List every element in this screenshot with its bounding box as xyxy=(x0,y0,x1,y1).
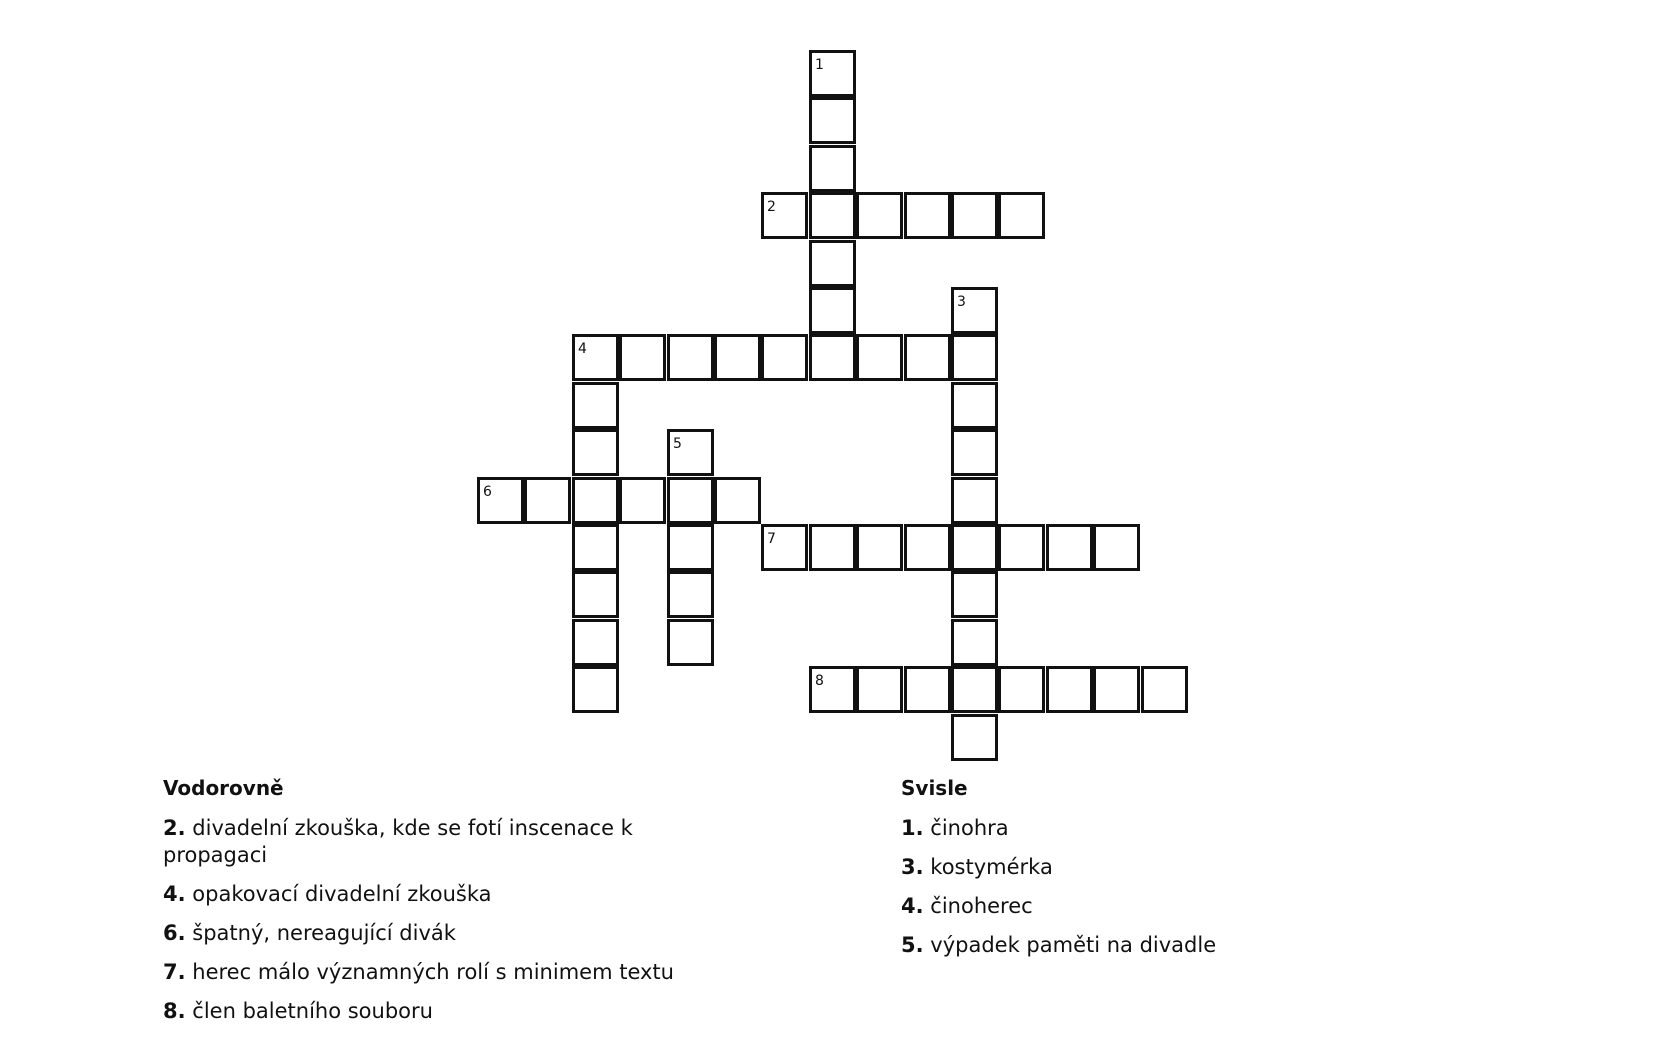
across-heading: Vodorovně xyxy=(163,776,284,800)
clue-number: 4. xyxy=(901,894,924,918)
crossword-cell[interactable] xyxy=(1093,524,1140,571)
crossword-cell[interactable] xyxy=(809,240,856,287)
crossword-cell[interactable] xyxy=(951,477,998,524)
crossword-cell[interactable] xyxy=(667,334,714,381)
clue-down-5 xyxy=(901,932,1461,959)
clue-text: člen baletního souboru xyxy=(192,999,433,1023)
crossword-cell[interactable] xyxy=(572,619,619,666)
crossword-cell-start-1[interactable] xyxy=(809,50,856,97)
clue-text: výpadek paměti na divadle xyxy=(930,933,1217,957)
crossword-cell[interactable] xyxy=(667,524,714,571)
clue-number: 8. xyxy=(163,999,186,1023)
cell-number: 4 xyxy=(578,341,587,357)
crossword-cell[interactable] xyxy=(572,382,619,429)
clue-number: 6. xyxy=(163,921,186,945)
crossword-cell[interactable] xyxy=(856,666,903,713)
crossword-cell-start-6[interactable] xyxy=(477,477,524,524)
clue-text: činoherec xyxy=(930,894,1033,918)
crossword-cell[interactable] xyxy=(1093,666,1140,713)
clue-number: 3. xyxy=(901,855,924,879)
crossword-cell[interactable] xyxy=(809,145,856,192)
crossword-cell[interactable] xyxy=(524,477,571,524)
cell-number: 5 xyxy=(673,436,682,452)
crossword-cell[interactable] xyxy=(572,571,619,618)
crossword-cell[interactable] xyxy=(856,334,903,381)
crossword-cell[interactable] xyxy=(998,192,1045,239)
crossword-cell[interactable] xyxy=(951,382,998,429)
clue-across-4 xyxy=(163,881,723,908)
clue-down-4 xyxy=(901,893,1461,920)
cell-number: 7 xyxy=(767,531,776,547)
crossword-cell[interactable] xyxy=(904,192,951,239)
cell-number: 8 xyxy=(815,673,824,689)
clue-number: 4. xyxy=(163,882,186,906)
clue-number: 5. xyxy=(901,933,924,957)
crossword-cell[interactable] xyxy=(951,334,998,381)
crossword-cell[interactable] xyxy=(1046,666,1093,713)
crossword-cell[interactable] xyxy=(904,334,951,381)
crossword-cell[interactable] xyxy=(667,619,714,666)
crossword-cell-start-5[interactable] xyxy=(667,429,714,476)
cell-number: 6 xyxy=(483,484,492,500)
clue-text: činohra xyxy=(930,816,1009,840)
crossword-cell[interactable] xyxy=(572,477,619,524)
crossword-cell-start-4[interactable] xyxy=(572,334,619,381)
down-heading: Svisle xyxy=(901,776,968,800)
crossword-cell[interactable] xyxy=(809,524,856,571)
crossword-cell[interactable] xyxy=(667,571,714,618)
crossword-cell[interactable] xyxy=(998,524,1045,571)
clue-text: opakovací divadelní zkouška xyxy=(192,882,492,906)
crossword-cell[interactable] xyxy=(667,477,714,524)
crossword-cell[interactable] xyxy=(809,334,856,381)
crossword-cell-start-3[interactable] xyxy=(951,287,998,334)
crossword-cell[interactable] xyxy=(951,571,998,618)
crossword-cell[interactable] xyxy=(951,192,998,239)
clue-across-8 xyxy=(163,998,723,1025)
crossword-cell[interactable] xyxy=(951,714,998,761)
crossword-cell[interactable] xyxy=(809,97,856,144)
clue-across-2 xyxy=(163,815,723,869)
crossword-cell[interactable] xyxy=(856,192,903,239)
crossword-cell[interactable] xyxy=(572,666,619,713)
clue-text: divadelní zkouška, kde se fotí inscenace k propagaci xyxy=(163,816,633,867)
crossword-cell[interactable] xyxy=(714,334,761,381)
clue-across-6 xyxy=(163,920,723,947)
clue-number: 2. xyxy=(163,816,186,840)
crossword-cell[interactable] xyxy=(572,429,619,476)
cell-number: 1 xyxy=(815,57,824,73)
crossword-cell[interactable] xyxy=(1046,524,1093,571)
across-clues xyxy=(163,776,723,1037)
crossword-cell[interactable] xyxy=(904,524,951,571)
crossword-cell[interactable] xyxy=(572,524,619,571)
clue-across-7 xyxy=(163,959,723,986)
crossword-cell[interactable] xyxy=(951,524,998,571)
clue-down-3 xyxy=(901,854,1461,881)
crossword-cell[interactable] xyxy=(809,192,856,239)
clue-text: špatný, nereagující divák xyxy=(192,921,456,945)
clue-down-1 xyxy=(901,815,1461,842)
crossword-cell[interactable] xyxy=(809,287,856,334)
clue-number: 1. xyxy=(901,816,924,840)
crossword-cell-start-2[interactable] xyxy=(761,192,808,239)
clue-text: herec málo významných rolí s minimem textu xyxy=(192,960,674,984)
crossword-cell[interactable] xyxy=(904,666,951,713)
crossword-cell[interactable] xyxy=(761,334,808,381)
crossword-cell-start-7[interactable] xyxy=(761,524,808,571)
cell-number: 2 xyxy=(767,199,776,215)
crossword-cell[interactable] xyxy=(1141,666,1188,713)
crossword-cell[interactable] xyxy=(951,619,998,666)
crossword-cell-start-8[interactable] xyxy=(809,666,856,713)
crossword-cell[interactable] xyxy=(714,477,761,524)
crossword-cell[interactable] xyxy=(619,477,666,524)
crossword-cell[interactable] xyxy=(856,524,903,571)
crossword-cell[interactable] xyxy=(998,666,1045,713)
clue-text: kostymérka xyxy=(930,855,1053,879)
crossword-cell[interactable] xyxy=(619,334,666,381)
crossword-cell[interactable] xyxy=(951,429,998,476)
down-clues xyxy=(901,776,1461,971)
crossword-cell[interactable] xyxy=(951,666,998,713)
clue-number: 7. xyxy=(163,960,186,984)
cell-number: 3 xyxy=(957,294,966,310)
